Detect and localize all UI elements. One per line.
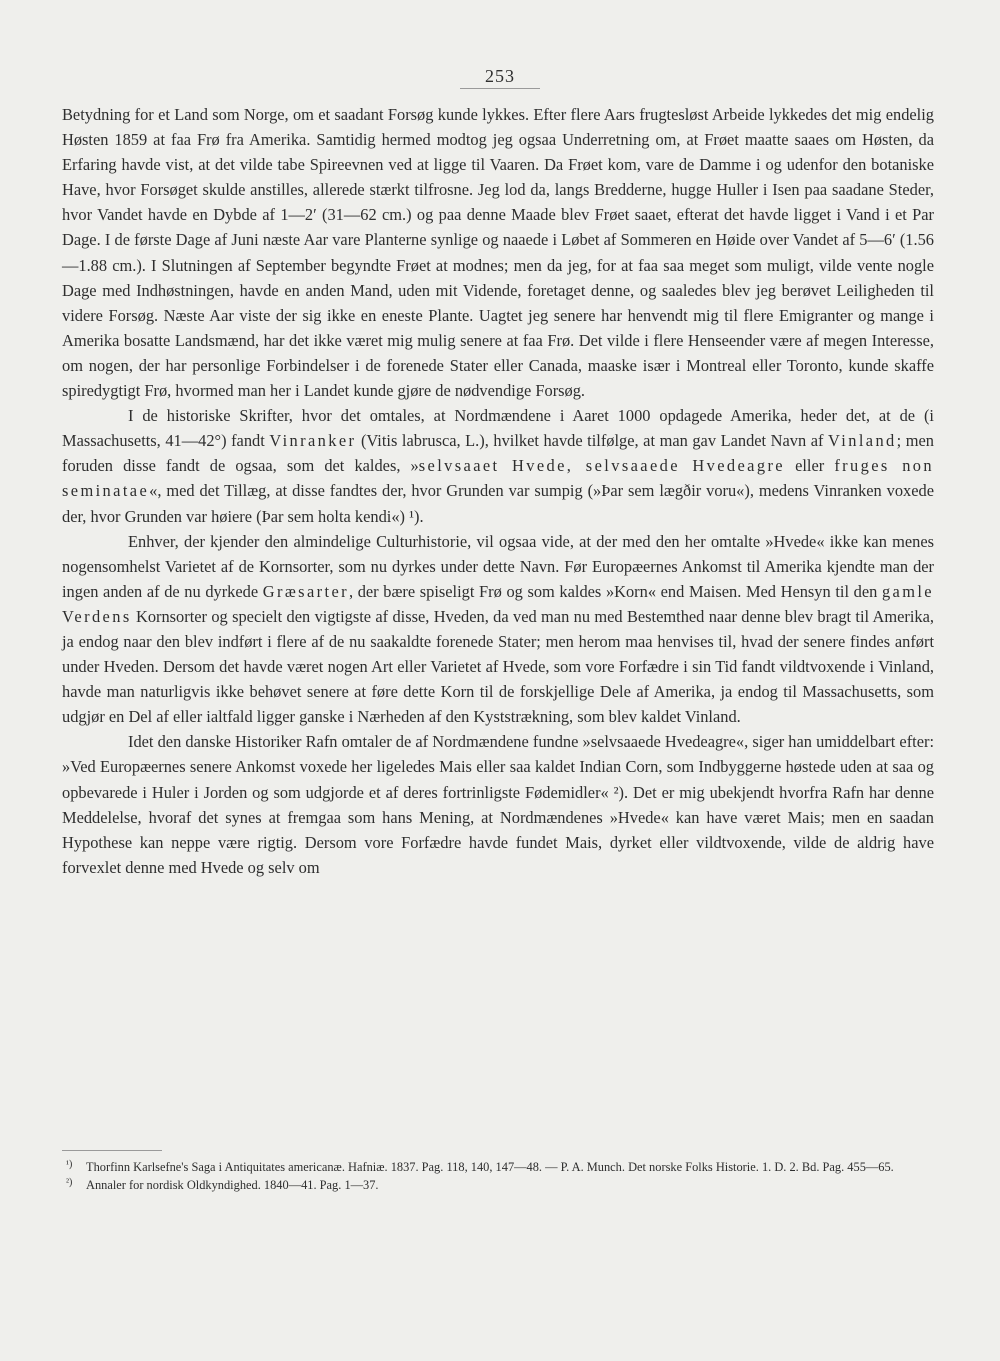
- footnote-mark: ²): [66, 1177, 73, 1188]
- spaced-term: selvsaaet Hvede, selvsaaede Hvedeagre: [418, 456, 785, 476]
- footnote-rule: [62, 1150, 162, 1151]
- page-number: 253: [485, 66, 515, 86]
- paragraph-2: [62, 403, 934, 528]
- footnote-text: Thorfinn Karlsefne's Saga i Antiquitates americanæ. Hafniæ. 1837. Pag. 118, 140, 147—48. — P. A. Munch. Det norske Folks Historie. 1. D. 2. Bd. Pag. 455—65.: [86, 1160, 894, 1174]
- header-rule: [460, 88, 540, 89]
- text-run: ; men foruden disse fandt de ogsaa, som det kaldes, »: [62, 431, 934, 476]
- text-run: «, med det Tillæg, at disse fandtes der, hvor Grunden var sumpig (»Þar sem lægðir voru«), medens Vinranken voxede der, hvor Grunden var høiere (Þar sem holta kendi«) ¹).: [62, 481, 934, 526]
- footnote-text: Annaler for nordisk Oldkyndighed. 1840—41. Pag. 1—37.: [86, 1178, 379, 1192]
- text-run: (Vitis labrusca, L.), hvilket havde tilfølge, at man gav Landet Navn af: [356, 431, 829, 451]
- text-run: Enhver, der kjender den almindelige Culturhistorie, vil ogsaa vide, at der med den her omtalte »Hvede« ikke kan menes nogensomhelst Varietet af de Kornsorter, som nu dyrkes under dette Navn. Før Europæernes Ankomst til Amerika kjendte man der ingen anden af de nu dyrkede: [62, 531, 934, 601]
- spaced-term: gamle Verdens: [62, 581, 934, 626]
- text-run: , der bære spiseligt Frø og som kaldes »Korn« end Maisen. Med Hensyn til den: [348, 581, 882, 601]
- spaced-term: fruges non seminatae: [62, 456, 934, 501]
- paragraph-3: [62, 529, 934, 730]
- footnotes: [66, 1158, 934, 1194]
- spaced-term: Vinland: [828, 431, 897, 451]
- text-run: I de historiske Skrifter, hvor det omtales, at Nordmændene i Aaret 1000 opdagede Amerika, heder det, at de (i Massachusetts, 41—42°) fandt: [62, 406, 934, 451]
- footnote-2: [66, 1176, 934, 1194]
- text-run: Kornsorter og specielt den vigtigste af disse, Hveden, da ved man nu med Bestemthed naar denne blev bragt til Amerika, ja endog naar den blev indført i flere af de nu saakaldte forenede Stater; men herom maa henvises til, hvad der senere findes anført under Hveden. Dersom det havde været nogen Art eller Varietet af Hvede, som vore Forfædre i sin Tid fandt vildtvoxende i Vinland, havde man naturligvis ikke behøvet senere at føre dette Korn til de forskjellige Dele af Amerika, ja endog til Massachusetts, som udgjør en Del af eller ialtfald ligger ganske i Nærheden af den Kyststrækning, som blev kaldet Vinland.: [62, 606, 934, 727]
- footnote-1: [66, 1158, 934, 1176]
- spaced-term: Vinranker: [269, 431, 357, 451]
- paragraph-4: Idet den danske Historiker Rafn omtaler de af Nordmændene fundne »selvsaaede Hvedeagre«, siger han umiddelbart efter: »Ved Europæernes senere Ankomst voxede her ligeledes Mais eller saa kaldet Indian Corn, som Indbyggerne høstede uden at saa og opbevarede i Huler i Jorden og som udgjorde et af deres fortrinligste Fødemidler« ²). Det er mig ubekjendt hvorfra Rafn har denne Meddelelse, hvoraf det synes at fremgaa som hans Mening, at Nordmændenes »Hvede« kan have været Mais; men en saadan Hypothese kan neppe være rigtig. Dersom vore Forfædre havde fundet Mais, dyrket eller vildtvoxende, vilde de aldrig have forvexlet denne med Hvede og selv om: [62, 732, 934, 877]
- footnote-mark: ¹): [66, 1159, 73, 1170]
- paragraph-1: Betydning for et Land som Norge, om et saadant Forsøg kunde lykkes. Efter flere Aars frugtesløst Arbeide lykkedes det mig endelig Høsten 1859 at faa Frø fra Amerika. Samtidig hermed modtog jeg ogsaa Underretning om, at Frøet maatte saaes om Høsten, da Erfaring havde vist, at det vilde tabe Spireevnen ved at ligge til Vaaren. Da Frøet kom, vare de Damme i og udenfor den botaniske Have, hvor Forsøget skulde anstilles, allerede stærkt tilfrosne. Jeg lod da, langs Bredderne, hugge Huller i Isen paa saadane Steder, hvor Vandet havde en Dybde af 1—2′ (31—62 cm.) og paa denne Maade blev Frøet saaet, efterat det havde ligget i Vand i et Par Dage. I de første Dage af Juni næste Aar vare Planterne synlige og naaede i Løbet af Sommeren en Høide over Vandet af 5—6′ (1.56—1.88 cm.). I Slutningen af September begyndte Frøet at modnes; men da jeg, for at faa saa meget som muligt, vilde vente nogle Dage med Indhøstningen, havde en anden Mand, uden mit Vidende, foretaget denne, og saaledes blev jeg berøvet Leiligheden til videre Forsøg. Næste Aar viste der sig ikke en eneste Plante. Uagtet jeg senere har henvendt mig til flere Emigranter og mange i Amerika bosatte Landsmænd, har det ikke været mig mulig senere at faa Frø. Det vilde i flere Henseender være af megen Interesse, om nogen, der har personlige Forbindelser i de forenede Stater eller Canada, maaske især i Montreal eller Toronto, kunde skaffe spiredygtigt Frø, hvormed man her i Landet kunde gjøre de nødvendige Forsøg.: [62, 105, 934, 401]
- text-run: eller: [784, 456, 835, 476]
- body-text: [62, 102, 934, 880]
- spaced-term: Græsarter: [262, 581, 349, 601]
